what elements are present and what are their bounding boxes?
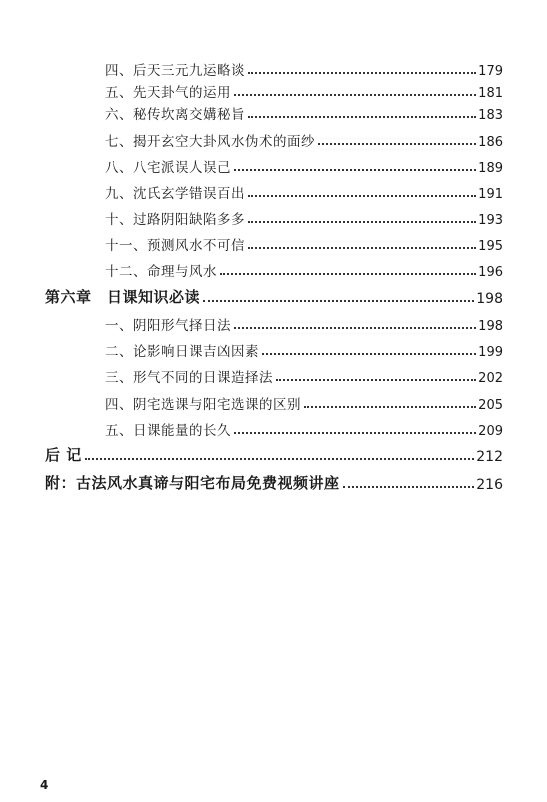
leader-dots <box>304 406 476 408</box>
toc-entry-title: 四、阴宅选课与阳宅选课的区别 <box>105 397 301 413</box>
leader-dots <box>220 273 476 275</box>
toc-entry-title: 五、日课能量的长久 <box>105 423 231 439</box>
toc-entry-title: 五、先天卦气的运用 <box>105 85 231 101</box>
toc-entry-page: 193 <box>478 213 503 228</box>
toc-entry-page: 212 <box>476 449 503 465</box>
toc-entry <box>105 154 503 176</box>
toc-entry-page: 181 <box>478 86 503 101</box>
toc-appendix <box>45 471 503 493</box>
leader-dots <box>248 247 476 249</box>
toc-entry <box>105 312 503 334</box>
toc-entry-title: 后 记 <box>45 446 82 464</box>
leader-dots <box>343 486 475 488</box>
toc-entry-title: 第六章 日课知识必读 <box>45 288 201 306</box>
toc-entry-page: 191 <box>478 187 503 202</box>
toc-entry <box>105 128 503 150</box>
toc-entry <box>105 391 503 413</box>
toc-entry-title: 八、八宅派误人误己 <box>105 160 231 176</box>
toc-entry-title: 附：古法风水真谛与阳宅布局免费视频讲座 <box>45 474 340 492</box>
leader-dots <box>85 458 475 460</box>
leader-dots <box>203 300 474 302</box>
toc-entry-title: 三、形气不同的日课造择法 <box>105 370 273 386</box>
toc-entry-page: 198 <box>478 319 503 334</box>
leader-dots <box>234 94 476 96</box>
toc-entry <box>105 79 503 101</box>
toc-entry-title: 六、秘传坎离交媾秘旨 <box>105 107 245 123</box>
toc-entry-page: 189 <box>478 161 503 176</box>
toc-entry-title: 十、过路阴阳缺陷多多 <box>105 212 245 228</box>
toc-entry-page: 209 <box>478 424 503 439</box>
toc-afterword <box>45 443 503 465</box>
toc-entry <box>105 232 503 254</box>
toc-entry-title: 十一、预测风水不可信 <box>105 238 245 254</box>
leader-dots <box>248 195 476 197</box>
toc-entry <box>105 364 503 386</box>
page-number: 4 <box>40 778 49 792</box>
leader-dots <box>234 432 476 434</box>
leader-dots <box>262 353 476 355</box>
toc-entry-page: 198 <box>476 291 503 307</box>
toc-entry <box>105 258 503 280</box>
toc-entry-title: 四、后天三元九运略谈 <box>105 63 245 79</box>
leader-dots <box>248 221 476 223</box>
leader-dots <box>234 327 476 329</box>
toc-entry <box>105 180 503 202</box>
toc-entry-page: 216 <box>476 477 503 493</box>
toc-entry-title: 二、论影响日课吉凶因素 <box>105 344 259 360</box>
toc-entry-title: 十二、命理与风水 <box>105 264 217 280</box>
toc-entry-page: 202 <box>478 371 503 386</box>
toc-entry-page: 179 <box>478 64 503 79</box>
toc-entry <box>105 417 503 439</box>
toc-entry-page: 186 <box>478 135 503 150</box>
toc-entry <box>105 338 503 360</box>
toc-entry-page: 205 <box>478 398 503 413</box>
leader-dots <box>234 169 476 171</box>
toc-entry-page: 183 <box>478 108 503 123</box>
leader-dots <box>318 143 476 145</box>
leader-dots <box>248 72 476 74</box>
toc-entry-page: 199 <box>478 345 503 360</box>
toc-entry <box>105 57 503 79</box>
toc-entry <box>105 101 503 123</box>
toc-chapter-heading <box>45 285 503 307</box>
toc-entry-page: 196 <box>478 265 503 280</box>
toc-entry-title: 七、揭开玄空大卦风水伪术的面纱 <box>105 134 315 150</box>
toc-entry-page: 195 <box>478 239 503 254</box>
toc-entry <box>105 206 503 228</box>
leader-dots <box>276 379 476 381</box>
leader-dots <box>248 116 476 118</box>
toc-entry-title: 一、阴阳形气择日法 <box>105 318 231 334</box>
toc-entry-title: 九、沈氏玄学错误百出 <box>105 186 245 202</box>
